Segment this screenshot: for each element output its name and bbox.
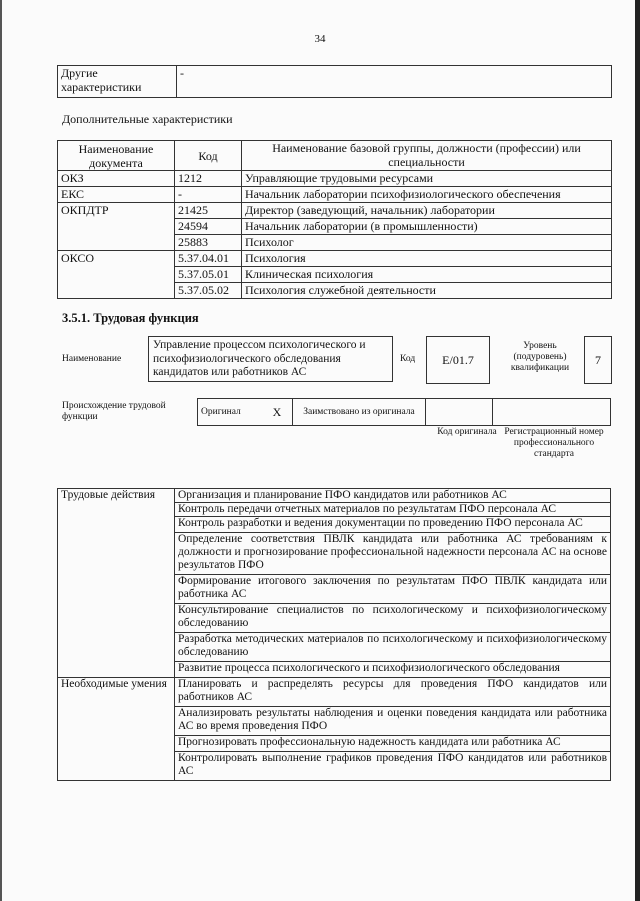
labor-action-item: Консультирование специалистов по психологическому и психофизиологическому обследованию [175,604,611,633]
table-row [58,171,612,187]
name-cell: Психология служебной деятельности [242,283,612,299]
header-code: Код [175,141,242,171]
level-value-box: 7 [584,336,612,384]
code-cell: 21425 [175,203,242,219]
page-number: 34 [314,33,326,45]
name-cell: Психолог [242,235,612,251]
name-cell: Управляющие трудовыми ресурсами [242,171,612,187]
section-title: 3.5.1. Трудовая функция [62,311,199,325]
origin-borrowed: Заимствовано из оригинала [293,399,426,426]
origin-original: Оригинал [198,399,263,426]
doc-cell: ОКПДТР [58,203,175,251]
other-characteristics-label: Другие характеристики [58,66,177,98]
header-document: Наименование документа [58,141,175,171]
code-cell: 25883 [175,235,242,251]
reg-caption: Регистрационный номер профессионального стандарта [504,427,604,459]
doc-cell: ОКЗ [58,171,175,187]
other-characteristics-table [57,65,612,98]
labor-action-item: Формирование итогового заключения по результатам ПФО ПВЛК кандидата или работника АС [175,575,611,604]
function-code-box: E/01.7 [426,336,490,384]
table-row [58,251,612,267]
name-cell: Начальник лаборатории психофизиологического обеспечения [242,187,612,203]
labor-action-item: Контроль передачи отчетных материалов по результатам ПФО персонала АС [175,503,611,517]
labor-action-item: Разработка методических материалов по психологическому и психофизиологическому обследованию [175,633,611,662]
function-name-box: Управление процессом психологического и психофизиологического обследования кандидатов или работников АС [148,336,393,382]
doc-cell: ЕКС [58,187,175,203]
origin-label: Происхождение трудовой функции [62,401,166,422]
skill-item: Контролировать выполнение графиков проведения ПФО кандидатов или работников АС [175,752,611,781]
skill-item: Планировать и распределять ресурсы для проведения ПФО кандидатов или работников АС [175,678,611,707]
page-left-edge [0,0,2,901]
code-cell: 5.37.05.02 [175,283,242,299]
name-label: Наименование [62,354,122,364]
table-row [58,489,611,503]
labor-action-item: Организация и планирование ПФО кандидатов или работников АС [175,489,611,503]
code-cell: 5.37.04.01 [175,251,242,267]
name-cell: Психология [242,251,612,267]
skills-label: Необходимые умения [58,678,175,781]
origin-table [197,398,611,426]
code-cell: 1212 [175,171,242,187]
labor-action-item: Контроль разработки и ведения документации по проведению ПФО персонала АС [175,517,611,533]
table-row [58,678,611,707]
origin-reg-cell [493,399,611,426]
documents-table [57,140,612,299]
skill-item: Анализировать результаты наблюдения и оценки поведения кандидата или работника АС во время проведения ПФО [175,707,611,736]
name-cell: Начальник лаборатории (в промышленности) [242,219,612,235]
origin-mark: X [262,399,293,426]
skill-item: Прогнозировать профессиональную надежность кандидата или работника АС [175,736,611,752]
table-row [58,203,612,219]
additional-characteristics-title: Дополнительные характеристики [62,112,233,126]
header-name: Наименование базовой группы, должности (профессии) или специальности [242,141,612,171]
table-row [58,187,612,203]
code-cell: 5.37.05.01 [175,267,242,283]
labor-action-item: Определение соответствия ПВЛК кандидата или работника АС требованиям к должности и прогнозирование профессиональной надежности персонала АС на основе результатов ПФО [175,533,611,575]
code-label: Код [400,354,416,364]
name-cell: Директор (заведующий, начальник) лаборатории [242,203,612,219]
documents-header-row [58,141,612,171]
labor-actions-label: Трудовые действия [58,489,175,678]
code-cell: - [175,187,242,203]
doc-cell: ОКСО [58,251,175,299]
labor-function-table [57,488,611,781]
origin-code-cell [426,399,493,426]
code-cell: 24594 [175,219,242,235]
other-characteristics-value: - [177,66,612,98]
page-right-edge [635,0,640,901]
name-cell: Клиническая психология [242,267,612,283]
code-caption: Код оригинала [437,427,497,437]
level-label: Уровень (подуровень) квалификации [510,341,570,373]
labor-action-item: Развитие процесса психологического и психофизиологического обследования [175,662,611,678]
